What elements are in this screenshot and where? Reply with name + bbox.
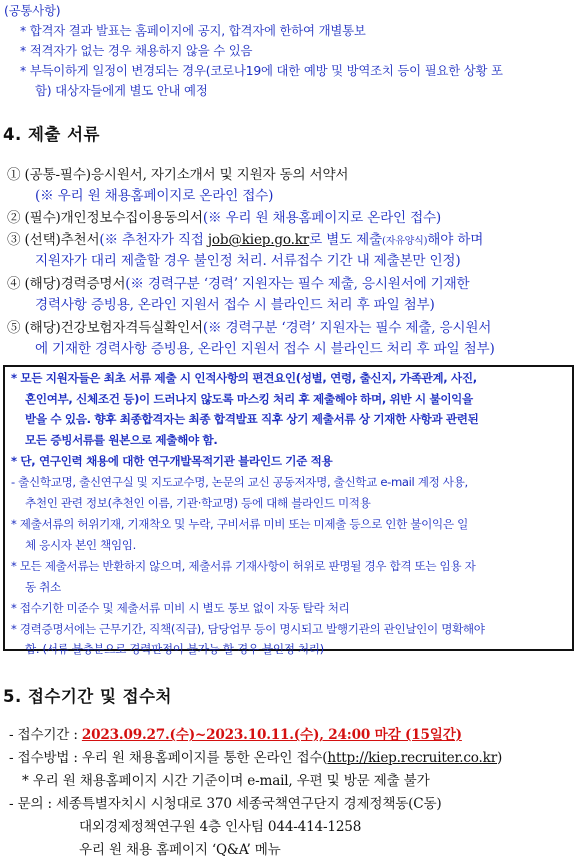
notice-paragraph-line: 혼인여부, 신체조건 등)이 드러나지 않도록 마스킹 처리 후 제출해야 하며, 위반 시 불이익을 bbox=[25, 392, 473, 406]
doc-number: ④ bbox=[7, 276, 21, 292]
section4-heading: 4. 제출 서류 bbox=[3, 125, 100, 144]
notice-paragraph-line: * 경력증명서에는 근무기간, 직책(직급), 담당업무 등이 명시되고 발행기관의 관인날인이 명확해야 bbox=[11, 622, 485, 636]
doc-item-4-note: 경력사항 증빙용, 온라인 지원서 접수 시 블라인드 처리 후 파일 첨부) bbox=[35, 297, 435, 313]
application-period: - 접수기간 : 2023.09.27.(수)~2023.10.11.(수), 24:00 마감 (15일간) bbox=[9, 727, 462, 743]
application-method: - 접수방법 : 우리 원 채용홈페이지를 통한 온라인 접수(http://kiep.recruiter.co.kr) bbox=[9, 750, 503, 766]
common-notice-item-continued: 함) 대상자들에게 별도 안내 예정 bbox=[35, 83, 208, 98]
common-notice-title: (공통사항) bbox=[4, 3, 61, 18]
common-notice-item: * 부득이하게 일정이 변경되는 경우(코로나19에 대한 예방 및 방역조치 등이 필요한 상황 포 bbox=[20, 63, 503, 78]
doc-item-2: ② (필수)개인정보수집이용동의서(※ 우리 원 채용홈페이지로 온라인 접수) bbox=[7, 210, 442, 226]
doc-item-3: ③ (선택)추천서(※ 추천자가 직접 job@kiep.go.kr로 별도 제출(자유양식)해야 하며 bbox=[7, 232, 484, 248]
doc-item-4: ④ (해당)경력증명서(※ 경력구분 ‘경력’ 지원자는 필수 제출, 응시원서에 기재한 bbox=[7, 276, 470, 292]
notice-paragraph-line: 체 응시자 본인 책임임. bbox=[25, 538, 136, 552]
notice-paragraph-line: 추천인 관련 정보(추천인 이름, 기관·학교명) 등에 대해 블라인드 미적용 bbox=[25, 496, 371, 510]
notice-paragraph-line: 받을 수 있음. 향후 최종합격자는 최종 합격발표 직후 상기 제출서류 상 기재한 사항과 관련된 bbox=[25, 412, 479, 426]
application-method-note: * 우리 원 채용홈페이지 시간 기준이며 e-mail, 우편 및 방문 제출 불가 bbox=[22, 773, 430, 789]
contact-info-line: 우리 원 채용 홈페이지 ‘Q&A’ 메뉴 bbox=[79, 842, 281, 858]
doc-item-3-note: 지원자가 대리 제출할 경우 불인정 처리. 서류접수 기간 내 제출본만 인정) bbox=[35, 253, 461, 269]
contact-info: - 문의 : 세종특별자치시 시청대로 370 세종국책연구단지 경제정책동(C동) bbox=[9, 796, 442, 812]
doc-number: ③ bbox=[7, 232, 21, 248]
notice-paragraph-line: * 모든 제출서류는 반환하지 않으며, 제출서류 기재사항이 허위로 판명될 경우 합격 또는 임용 자 bbox=[11, 559, 476, 573]
notice-paragraph-line: * 접수기한 미준수 및 제출서류 미비 시 별도 통보 없이 자동 탈락 처리 bbox=[11, 601, 350, 615]
section5-heading: 5. 접수기간 및 접수처 bbox=[3, 687, 172, 706]
doc-number: ② bbox=[7, 210, 21, 226]
doc-number: ① bbox=[7, 167, 21, 183]
notice-paragraph-line: 모든 증빙서류를 원본으로 제출해야 함. bbox=[25, 433, 218, 447]
deadline-text: 2023.09.27.(수)~2023.10.11.(수), 24:00 마감 (15일간) bbox=[81, 727, 462, 743]
doc-item-5: ⑤ (해당)건강보험자격득실확인서(※ 경력구분 ‘경력’ 지원자는 필수 제출, 응시원서 bbox=[7, 320, 492, 336]
notice-paragraph-line: * 제출서류의 허위기재, 기재착오 및 누락, 구비서류 미비 또는 미제출 등으로 인한 불이익은 일 bbox=[11, 517, 468, 531]
doc-item-1-note: (※ 우리 원 채용홈페이지로 온라인 접수) bbox=[35, 188, 274, 204]
notice-paragraph-line: 동 취소 bbox=[25, 580, 61, 594]
notice-paragraph-line: - 출신학교명, 출신연구실 및 지도교수명, 논문의 교신 공동저자명, 출신학교 e-mail 계정 사용, bbox=[11, 475, 468, 489]
recommendation-email-link[interactable]: job@kiep.go.kr bbox=[207, 232, 310, 248]
notice-blind-title: * 단, 연구인력 채용에 대한 연구개발목적기관 블라인드 기준 적용 bbox=[11, 454, 333, 468]
recruiter-site-link[interactable]: http://kiep.recruiter.co.kr bbox=[327, 750, 498, 766]
common-notice-item: * 적격자가 없는 경우 채용하지 않을 수 있음 bbox=[20, 43, 253, 58]
notice-paragraph-line: * 모든 지원자들은 최초 서류 제출 시 인적사항의 편견요인(성별, 연령, 출신지, 가족관계, 사진, bbox=[11, 371, 477, 385]
doc-item-5-note: 에 기재한 경력사항 증빙용, 온라인 지원서 접수 시 블라인드 처리 후 파일 첨부) bbox=[35, 341, 495, 357]
notice-paragraph-line: 함. (서류 불충분으로 경력판정이 불가능 할 경우 불인정 처리) bbox=[25, 642, 324, 656]
doc-item-1: ① (공통-필수)응시원서, 자기소개서 및 지원자 동의 서약서 bbox=[7, 167, 349, 183]
doc-number: ⑤ bbox=[7, 320, 21, 336]
contact-info-line: 대외경제정책연구원 4층 인사팀 044-414-1258 bbox=[79, 819, 362, 835]
common-notice-item: * 합격자 결과 발표는 홈페이지에 공지, 합격자에 한하여 개별통보 bbox=[20, 23, 366, 38]
